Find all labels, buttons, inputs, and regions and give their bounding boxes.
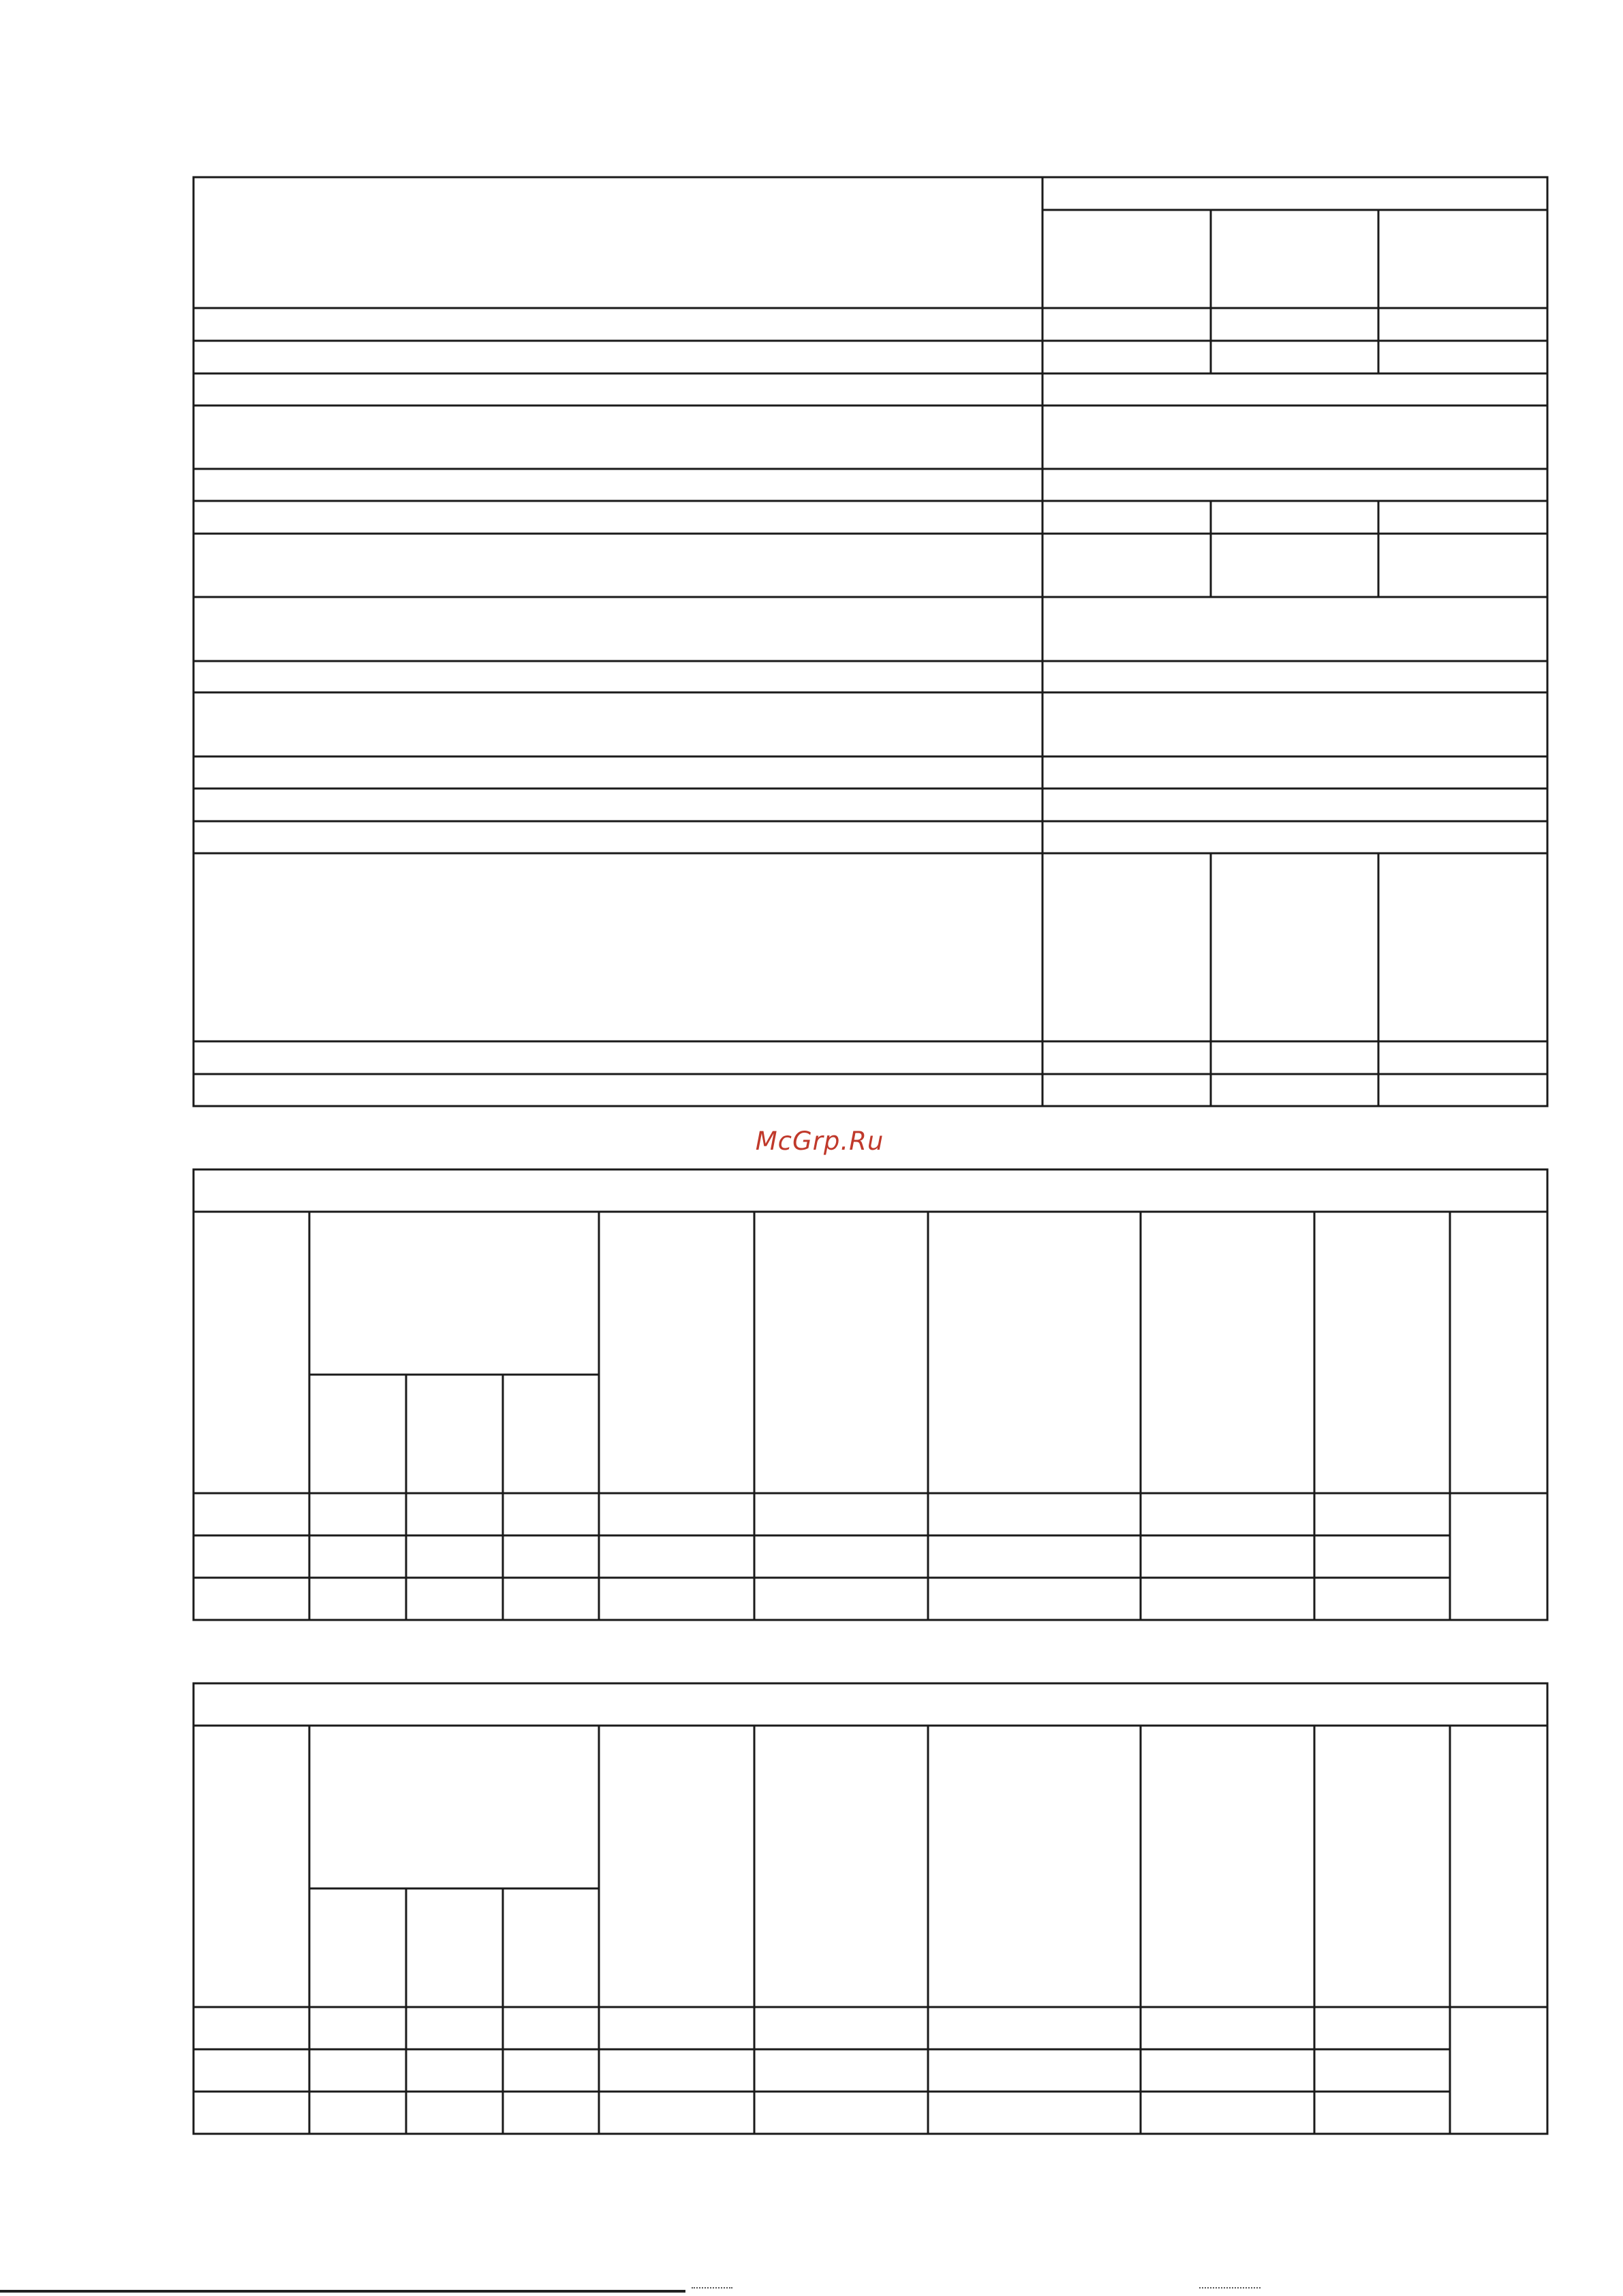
data-table-2 (194, 1683, 1547, 2134)
footer-mark-left (692, 2287, 732, 2294)
spec-table-frame (194, 177, 1547, 1106)
watermark-text: McGrp.Ru (755, 1127, 884, 1156)
data-table-1-frame (194, 1169, 1547, 1620)
data-table-2-frame (194, 1683, 1547, 2134)
spec-table (194, 177, 1547, 1106)
spec-value-subcolumns (1211, 210, 1378, 1106)
footer-rule (0, 2290, 685, 2293)
footer-mark-right (1199, 2287, 1261, 2294)
data-table-1 (194, 1169, 1547, 1620)
